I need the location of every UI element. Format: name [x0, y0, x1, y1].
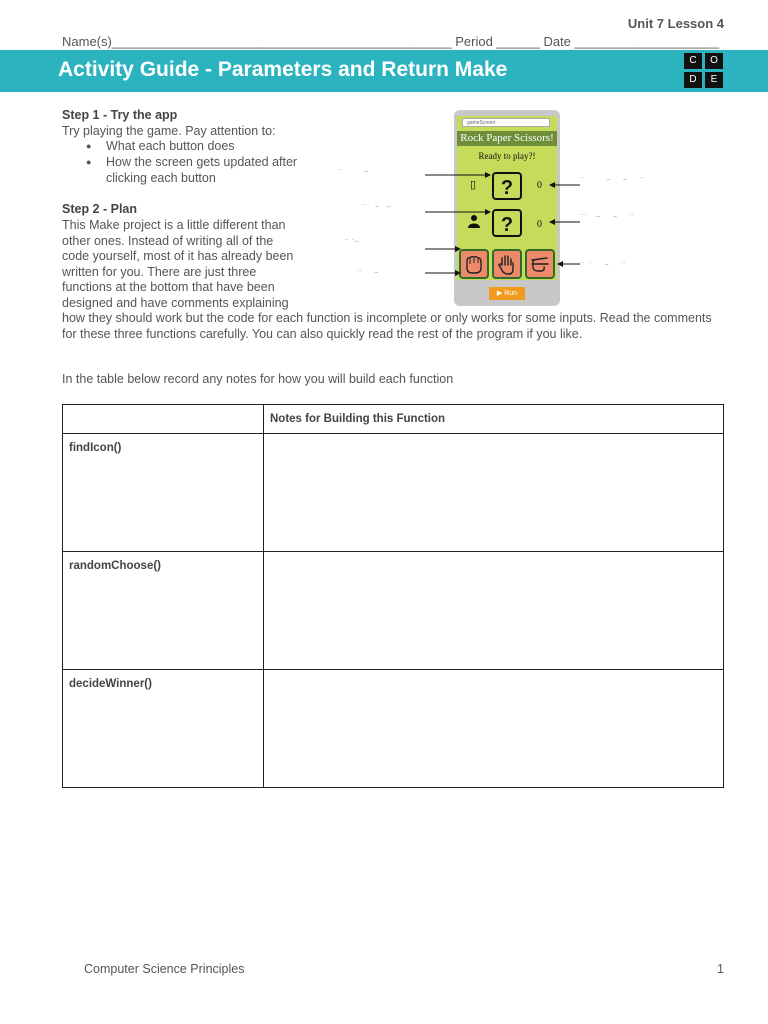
notes-cell[interactable]: [264, 552, 724, 670]
label-placeholder: .. _: [338, 166, 369, 172]
table-row: [63, 552, 724, 670]
phone-icon: ▯: [470, 179, 477, 191]
table-header-row: [63, 405, 724, 434]
list-item: ● What each button does: [62, 138, 322, 154]
run-button[interactable]: [489, 287, 525, 300]
label-placeholder: .. . _ _: [362, 201, 391, 207]
play-icon: ▶: [496, 290, 505, 297]
label-placeholder: .. . _ ..: [580, 259, 626, 265]
status-text: Ready to play?!: [478, 151, 536, 161]
step1-bullet-list: [62, 138, 322, 186]
footer-course: Computer Science Principles: [84, 962, 245, 976]
function-name-cell: decideWinner(): [63, 670, 264, 788]
table-intro: In the table below record any notes for how you will build each function: [62, 372, 454, 386]
name-period-date-fields: Name(s)_______________________________________________ Period ______ Date ____________________: [62, 34, 720, 49]
run-label: Run: [504, 290, 518, 297]
list-item: ● How the screen gets updated after clicking each button: [62, 154, 322, 186]
step1-intro: Try playing the game. Pay attention to:: [62, 124, 276, 138]
logo-letter: D: [684, 72, 702, 88]
function-name-cell: findIcon(): [63, 434, 264, 552]
page-title: Activity Guide - Parameters and Return Make: [58, 58, 508, 81]
label-placeholder: .. . _ _ ..: [580, 211, 634, 217]
player-score: 0: [537, 180, 542, 191]
step2-text: [62, 218, 712, 342]
annotation-arrows-left: [420, 165, 500, 285]
notes-cell[interactable]: [264, 670, 724, 788]
notes-table: [62, 404, 724, 788]
notes-cell[interactable]: [264, 434, 724, 552]
unit-lesson-label: Unit 7 Lesson 4: [627, 16, 724, 31]
label-placeholder: .. _: [358, 267, 379, 273]
function-name-cell: randomChoose(): [63, 552, 264, 670]
table-row: [63, 434, 724, 552]
annotation-arrows-right: [545, 175, 585, 275]
logo-letter: E: [705, 72, 723, 88]
step2-heading: Step 2 - Plan: [62, 202, 138, 216]
player-choice-box: ?: [492, 172, 522, 200]
step1-heading: Step 1 - Try the app: [62, 108, 178, 122]
table-row: [63, 670, 724, 788]
label-placeholder: .. . _: [345, 236, 359, 242]
step2-paragraph: This Make project is a little different than other ones. Instead of writing all of the code yourself, most of it has already been written for you. There are just three functions at the bottom that have been designed and have comments explaining how they should work but the code for each function is incomplete or only works for some inputs. Read the comments for these three functions carefully. You can also quickly read the rest of the program if you like.: [62, 218, 712, 341]
logo-letter: C: [684, 53, 702, 69]
code-logo: [684, 53, 724, 89]
computer-score: 0: [537, 219, 542, 230]
computer-choice-box: ?: [492, 209, 522, 237]
logo-letter: O: [705, 53, 723, 69]
screen-select-dropdown[interactable]: gameScreen: [462, 118, 550, 127]
label-placeholder: .. _ _ ..: [580, 174, 644, 180]
table-header-cell: [63, 405, 264, 434]
app-title: Rock Paper Scissors!: [457, 131, 557, 146]
page-number: 1: [717, 962, 724, 976]
table-header-cell: Notes for Building this Function: [264, 405, 724, 434]
